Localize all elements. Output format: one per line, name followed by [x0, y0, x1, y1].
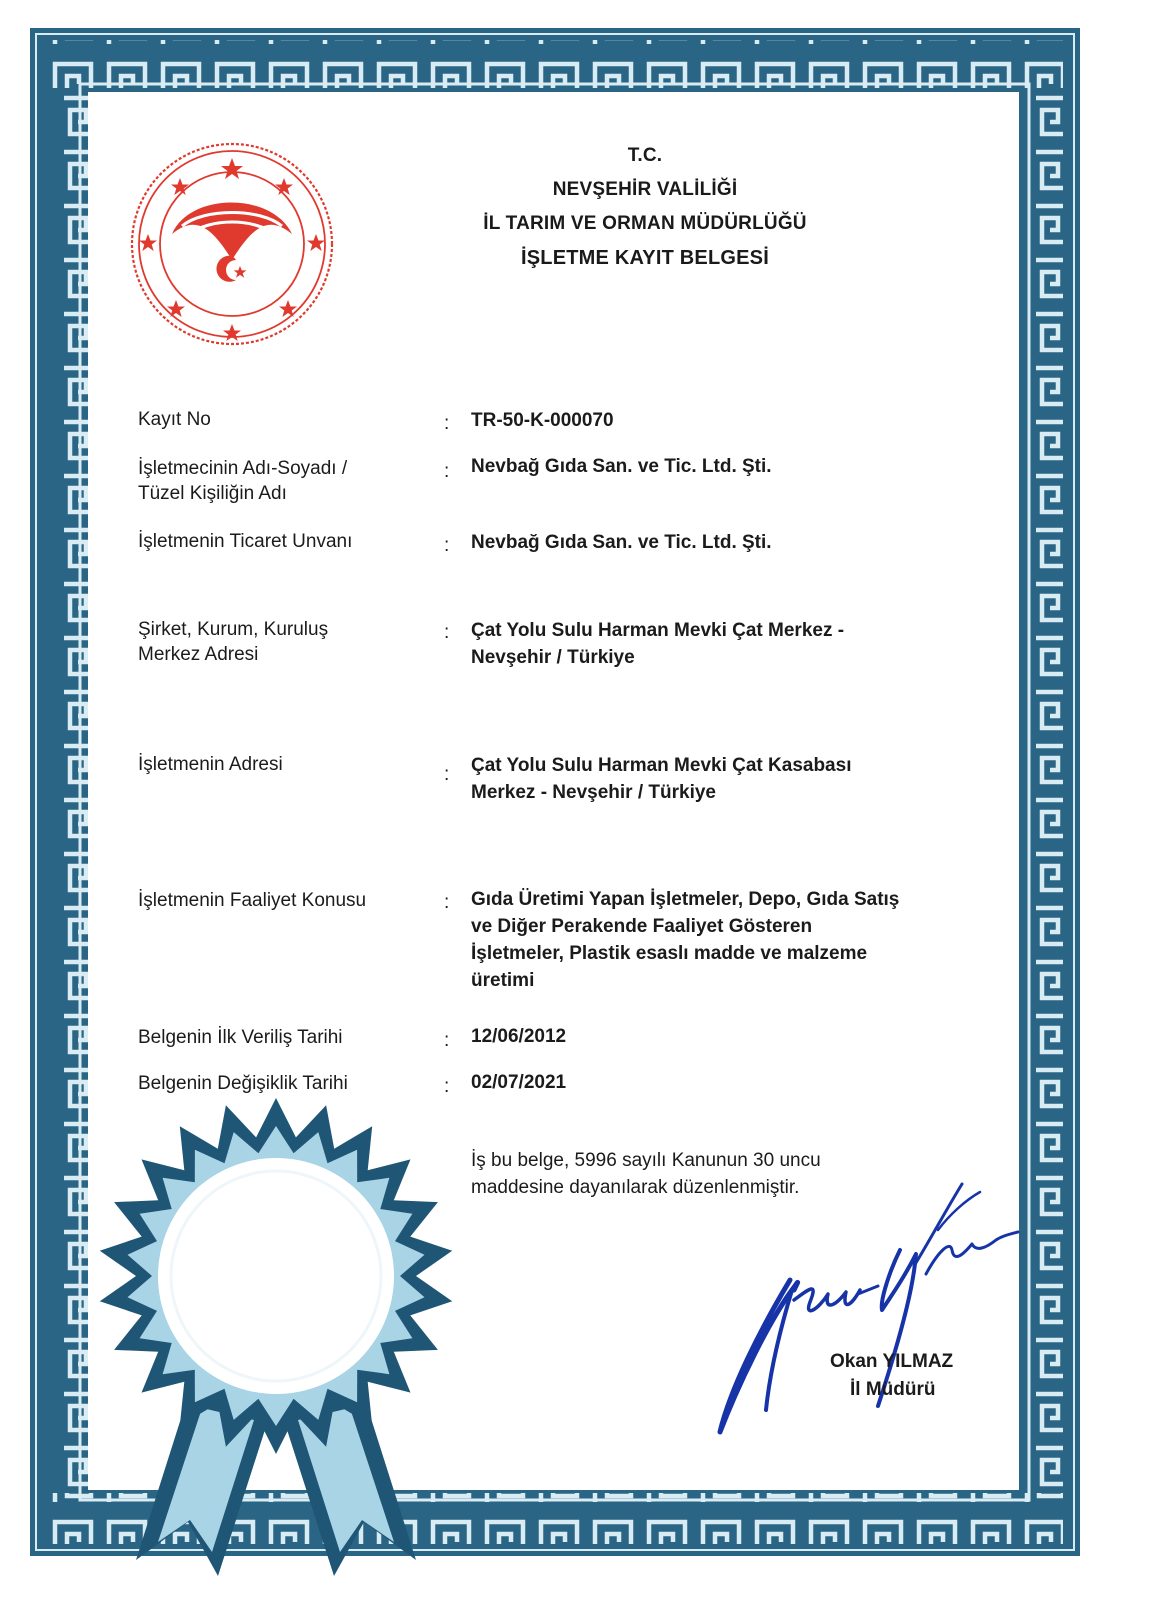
signatory-name: Okan YILMAZ [830, 1351, 954, 1372]
field-label-change-date: Belgenin Değişiklik Tarihi [138, 1073, 348, 1094]
field-value-headquarters-address: Çat Yolu Sulu Harman Mevki Çat Merkez - Nevşehir / Türkiye [471, 620, 845, 668]
header-governorship: NEVŞEHİR VALİLİĞİ [552, 179, 738, 200]
header-directorate: İL TARIM VE ORMAN MÜDÜRLÜĞÜ [483, 213, 807, 234]
document-title: İŞLETME KAYIT BELGESİ [521, 247, 769, 269]
field-label-registration-no: Kayıt No [138, 409, 211, 430]
field-label-business-address: İşletmenin Adresi [138, 754, 283, 775]
colon: : [444, 1030, 450, 1051]
colon: : [444, 892, 450, 913]
field-label-operator-name: İşletmecinin Adı-Soyadı / Tüzel Kişiliğin Adı [138, 458, 348, 504]
field-value-change-date: 02/07/2021 [471, 1072, 567, 1093]
field-label-first-issue-date: Belgenin İlk Veriliş Tarihi [138, 1027, 343, 1048]
field-value-registration-no: TR-50-K-000070 [471, 410, 614, 431]
field-value-activity-subject: Gıda Üretimi Yapan İşletmeler, Depo, Gıda Satış ve Diğer Perakende Faaliyet Gösteren İşletmeler, Plastik esaslı madde ve malzeme üretimi [471, 889, 900, 991]
document-header [395, 139, 895, 275]
colon: : [444, 461, 450, 482]
ministry-seal-logo [120, 138, 344, 350]
colon: : [444, 535, 450, 556]
signatory-title: İl Müdürü [850, 1379, 936, 1400]
legal-note: İş bu belge, 5996 sayılı Kanunun 30 uncu maddesine dayanılarak düzenlenmiştir. [471, 1150, 821, 1198]
field-label-headquarters-address: Şirket, Kurum, Kuruluş Merkez Adresi [138, 619, 329, 665]
field-label-trade-name: İşletmenin Ticaret Unvanı [138, 531, 353, 552]
field-value-business-address: Çat Yolu Sulu Harman Mevki Çat Kasabası Merkez - Nevşehir / Türkiye [471, 755, 852, 803]
colon: : [444, 764, 450, 785]
field-label-activity-subject: İşletmenin Faaliyet Konusu [138, 890, 367, 911]
colon: : [444, 622, 450, 643]
rosette-ribbon-icon [40, 1090, 480, 1590]
header-tc: T.C. [627, 145, 663, 166]
colon: : [444, 413, 450, 434]
field-value-first-issue-date: 12/06/2012 [471, 1026, 567, 1047]
field-value-trade-name: Nevbağ Gıda San. ve Tic. Ltd. Şti. [471, 532, 772, 553]
colon: : [444, 1076, 450, 1097]
field-value-operator-name: Nevbağ Gıda San. ve Tic. Ltd. Şti. [471, 456, 772, 477]
